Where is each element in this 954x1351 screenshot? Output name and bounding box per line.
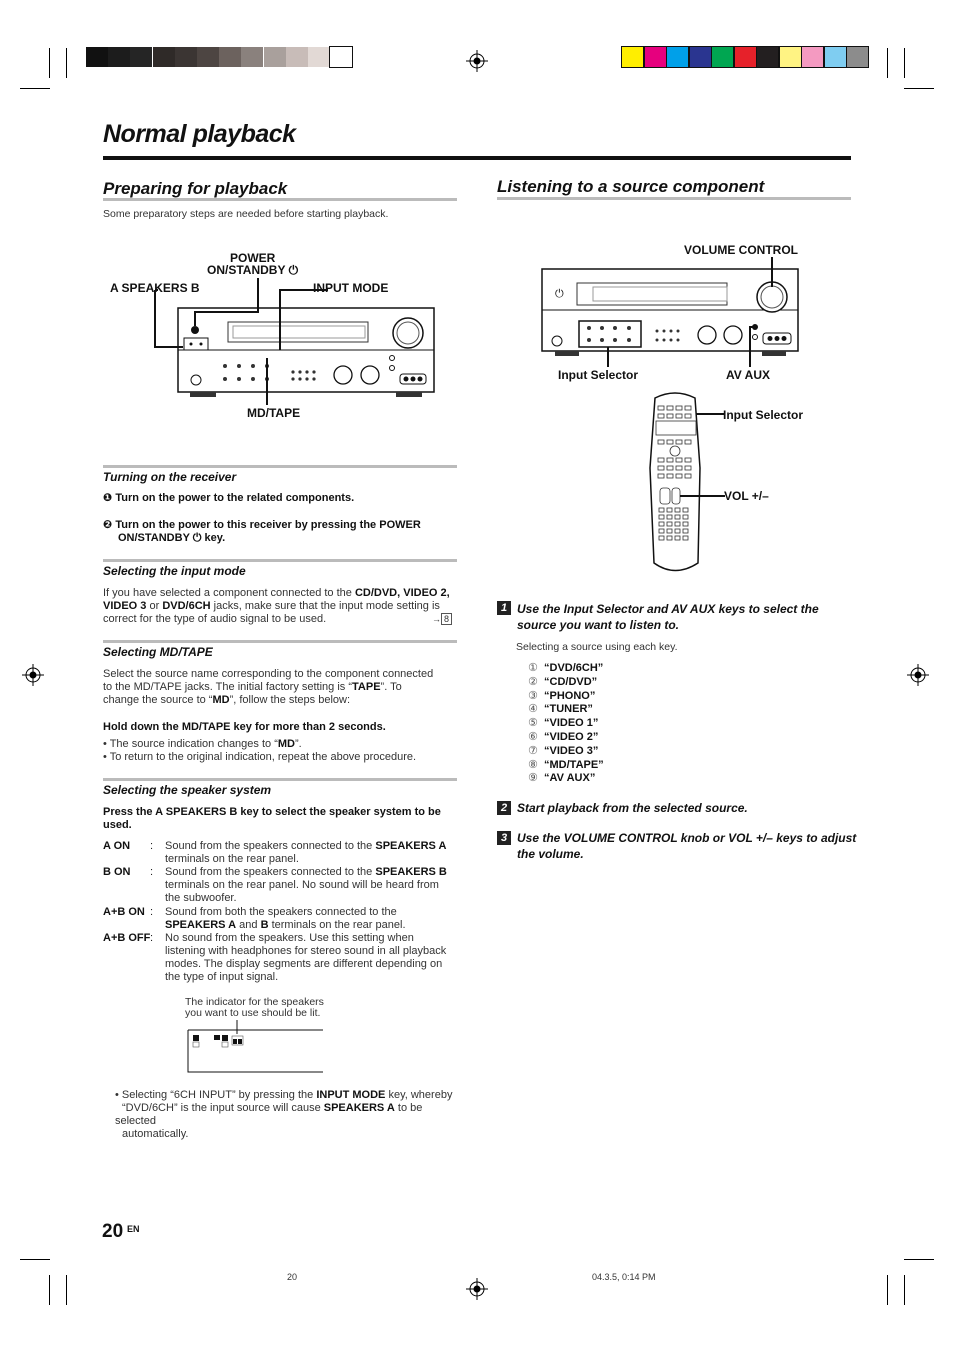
footer-timestamp: 04.3.5, 0:14 PM bbox=[592, 1272, 656, 1282]
step-2-text-a: Turn on the power to this receiver by pressing the POWER bbox=[115, 519, 421, 531]
md-tape-text bbox=[103, 668, 457, 707]
text-run: to the MD/TAPE jacks. The initial factory setting is “ bbox=[103, 681, 353, 693]
label-input-selector: Input Selector bbox=[558, 368, 639, 382]
title-rule bbox=[103, 156, 851, 160]
text-run: change the source to “ bbox=[103, 694, 213, 706]
speaker-key: A+B ON bbox=[103, 906, 145, 918]
speaker-row-b-on bbox=[103, 866, 463, 905]
text-run: Sound from the speakers connected to the bbox=[165, 866, 376, 878]
step-2-text-b: ON/STANDBY bbox=[118, 532, 190, 544]
intro-text: Some preparatory steps are needed before starting playback. bbox=[103, 208, 389, 220]
color-swatch bbox=[735, 47, 756, 67]
text-run: terminals on the rear panel. bbox=[165, 853, 299, 865]
source-index: ④ bbox=[528, 703, 538, 716]
color-swatch bbox=[690, 47, 711, 67]
registration-mark-icon bbox=[466, 50, 488, 72]
step-3-instruction bbox=[517, 830, 862, 862]
source-index: ⑦ bbox=[528, 744, 538, 757]
speaker-desc bbox=[165, 840, 463, 866]
step-1-subtext: Selecting a source using each key. bbox=[516, 641, 678, 653]
speaker-indicator-display-illustration bbox=[185, 1018, 325, 1074]
source-list-item bbox=[528, 745, 604, 759]
source-index: ⑥ bbox=[528, 730, 538, 743]
step-number-3: 3 bbox=[497, 831, 511, 845]
label-remote-input-selector: Input Selector bbox=[723, 408, 804, 422]
text-run: you want to use should be lit. bbox=[185, 1007, 321, 1019]
md-tape-hold-instruction: Hold down the MD/TAPE key for more than 2 seconds. bbox=[103, 721, 386, 733]
text-run-bold: VIDEO 3 bbox=[103, 600, 147, 612]
subsection-rule bbox=[103, 778, 457, 781]
gray-swatch bbox=[219, 47, 241, 67]
subheading-turning-on: Turning on the receiver bbox=[103, 470, 237, 484]
label-md-tape: MD/TAPE bbox=[247, 406, 301, 420]
reference-arrow-icon: → bbox=[432, 614, 441, 624]
text-run: source you want to listen to. bbox=[517, 618, 680, 632]
color-swatch bbox=[780, 47, 801, 67]
source-index: ② bbox=[528, 675, 538, 688]
source-list-item bbox=[528, 662, 604, 676]
colon: : bbox=[150, 906, 154, 918]
gray-swatch bbox=[197, 47, 219, 67]
source-name: “VIDEO 1” bbox=[544, 717, 599, 730]
text-run: Sound from the speakers connected to the bbox=[165, 840, 376, 852]
text-run: the volume. bbox=[517, 847, 584, 861]
step-1-text: Turn on the power to the related components. bbox=[115, 492, 355, 504]
step-marker-2: ❷ bbox=[103, 519, 113, 531]
color-swatch bbox=[645, 47, 666, 67]
gray-swatch bbox=[175, 47, 197, 67]
speaker-key: A+B OFF bbox=[103, 932, 151, 944]
text-run: ”. To bbox=[380, 681, 402, 693]
color-swatch bbox=[802, 47, 823, 67]
text-run-bold: DVD/6CH bbox=[162, 600, 211, 612]
source-name: “MD/TAPE” bbox=[544, 758, 604, 771]
receiver-front-panel-illustration bbox=[535, 255, 810, 370]
registration-mark-icon bbox=[22, 664, 44, 686]
text-run: • Selecting “6CH INPUT” by pressing the bbox=[115, 1089, 317, 1101]
speaker-instruction: Press the A SPEAKERS B key to select the speaker system to be used. bbox=[103, 806, 441, 831]
text-run: If you have selected a component connected to the bbox=[103, 587, 355, 599]
subheading-input-mode: Selecting the input mode bbox=[103, 564, 246, 578]
color-swatch bbox=[825, 47, 846, 67]
source-list-item bbox=[528, 772, 604, 786]
text-run-bold: MD bbox=[277, 738, 295, 750]
source-list-item bbox=[528, 690, 604, 704]
text-run: correct for the type of audio signal to be used. bbox=[103, 613, 327, 625]
speaker-row-ab-off bbox=[103, 932, 463, 984]
text-run: the subwoofer. bbox=[165, 892, 237, 904]
subsection-rule bbox=[103, 465, 457, 468]
gray-swatch bbox=[130, 47, 152, 67]
step-marker-1: ❶ bbox=[103, 492, 113, 504]
subsection-rule bbox=[103, 640, 457, 643]
subsection-rule bbox=[103, 559, 457, 562]
input-mode-text bbox=[103, 587, 457, 626]
text-run: to be selected bbox=[115, 1102, 423, 1127]
text-run: ”, follow the steps below: bbox=[229, 694, 351, 706]
text-run: No sound from the speakers. Use this setting when bbox=[165, 932, 414, 944]
text-run-bold: SPEAKERS A bbox=[323, 1102, 395, 1114]
md-tape-bullets bbox=[103, 738, 463, 764]
page-reference bbox=[432, 613, 452, 626]
text-run: and bbox=[236, 919, 261, 931]
speaker-desc bbox=[165, 932, 463, 984]
label-av-aux: AV AUX bbox=[726, 368, 771, 382]
color-swatch bbox=[847, 47, 868, 67]
text-run-bold: SPEAKERS B bbox=[375, 866, 447, 878]
source-index: ① bbox=[528, 662, 538, 674]
source-name: “TUNER” bbox=[544, 703, 593, 716]
colon: : bbox=[150, 840, 154, 852]
source-index: ③ bbox=[528, 689, 538, 702]
text-run-bold: SPEAKERS A bbox=[375, 840, 447, 852]
subheading-speaker-system: Selecting the speaker system bbox=[103, 783, 272, 797]
label-vol: VOL +/– bbox=[724, 489, 769, 503]
source-list bbox=[528, 662, 604, 786]
page-title: Normal playback bbox=[103, 120, 296, 148]
text-run: • The source indication changes to “ bbox=[103, 738, 278, 750]
source-list-item bbox=[528, 759, 604, 773]
source-name: “VIDEO 3” bbox=[544, 744, 599, 757]
indicator-note bbox=[185, 997, 324, 1019]
text-run: Use the VOLUME CONTROL knob or VOL +/– keys to adjust bbox=[517, 831, 857, 845]
power-symbol-icon: ⏻ bbox=[192, 532, 202, 544]
source-index: ⑨ bbox=[528, 772, 538, 785]
text-run-bold: INPUT MODE bbox=[316, 1089, 386, 1101]
turning-on-step-1 bbox=[103, 492, 354, 505]
text-run: Sound from both the speakers connected to the bbox=[165, 906, 397, 918]
text-run-bold: MD bbox=[212, 694, 230, 706]
text-run: The indicator for the speakers bbox=[185, 996, 324, 1008]
color-swatch bbox=[622, 47, 643, 67]
speaker-desc bbox=[165, 906, 463, 932]
registration-mark-icon bbox=[466, 1278, 488, 1300]
text-run: key, whereby bbox=[385, 1089, 453, 1101]
page-reference-number: 8 bbox=[441, 613, 452, 625]
label-a-speakers-b: A SPEAKERS B bbox=[110, 281, 200, 295]
speaker-row-ab-on bbox=[103, 906, 463, 932]
section-heading-preparing: Preparing for playback bbox=[103, 179, 288, 198]
text-run: Select the source name corresponding to the component connected bbox=[103, 668, 434, 680]
color-swatch bbox=[757, 47, 778, 67]
text-run: modes. The display segments are different depending on bbox=[165, 958, 443, 970]
source-name: “CD/DVD” bbox=[544, 675, 598, 688]
text-run: jacks, make sure that the input mode setting is bbox=[210, 600, 440, 612]
page-language: EN bbox=[127, 1224, 140, 1234]
footer-page: 20 bbox=[287, 1272, 298, 1282]
text-run-bold: B bbox=[260, 919, 269, 931]
text-run: terminals on the rear panel. No sound will be heard from bbox=[165, 879, 439, 891]
label-input-mode: INPUT MODE bbox=[313, 281, 389, 295]
power-symbol-icon: ⏻ bbox=[288, 263, 299, 277]
page-number: 20 bbox=[102, 1221, 124, 1242]
gray-swatch bbox=[153, 47, 175, 67]
source-index: ⑧ bbox=[528, 758, 538, 771]
source-name: “AV AUX” bbox=[544, 772, 596, 785]
text-run-bold: TAPE bbox=[352, 681, 381, 693]
text-run-bold: SPEAKERS A bbox=[165, 919, 237, 931]
gray-swatch bbox=[330, 47, 352, 67]
section-rule bbox=[497, 197, 851, 200]
step-number-1: 1 bbox=[497, 601, 511, 615]
speaker-key: A ON bbox=[103, 840, 131, 852]
six-ch-input-note bbox=[115, 1089, 460, 1141]
text-run: listening with headphones for stereo sound in all playback bbox=[165, 945, 447, 957]
speaker-row-a-on bbox=[103, 840, 463, 866]
source-index: ⑤ bbox=[528, 717, 538, 730]
text-run: “DVD/6CH” is the input source will cause bbox=[122, 1102, 324, 1114]
speaker-desc bbox=[165, 866, 463, 905]
colon: : bbox=[150, 932, 154, 944]
text-run: the type of input signal. bbox=[165, 971, 279, 983]
text-run: Use the Input Selector and AV AUX keys to select the bbox=[517, 602, 819, 616]
svg-text:⏻: ⏻ bbox=[555, 287, 564, 300]
text-run: terminals on the rear panel. bbox=[268, 919, 406, 931]
step-2-text-c: key. bbox=[204, 532, 226, 544]
source-list-item bbox=[528, 731, 604, 745]
receiver-front-panel-illustration bbox=[150, 270, 450, 405]
gray-swatch bbox=[241, 47, 263, 67]
source-list-item bbox=[528, 717, 604, 731]
speaker-key: B ON bbox=[103, 866, 131, 878]
source-name: “DVD/6CH” bbox=[544, 662, 604, 674]
text-run: automatically. bbox=[122, 1128, 189, 1140]
label-on-standby-text: ON/STANDBY bbox=[207, 263, 286, 277]
gray-swatch bbox=[264, 47, 286, 67]
source-name: “VIDEO 2” bbox=[544, 730, 599, 743]
label-volume-control: VOLUME CONTROL bbox=[684, 243, 798, 257]
text-run: or bbox=[146, 600, 163, 612]
color-swatch bbox=[667, 47, 688, 67]
step-number-2: 2 bbox=[497, 801, 511, 815]
color-swatch bbox=[712, 47, 733, 67]
remote-control-illustration bbox=[640, 388, 725, 574]
turning-on-step-2 bbox=[103, 519, 457, 545]
registration-mark-icon bbox=[907, 664, 929, 686]
source-list-item bbox=[528, 703, 604, 717]
section-heading-listening: Listening to a source component bbox=[497, 177, 765, 196]
source-list-item bbox=[528, 676, 604, 690]
gray-swatch bbox=[108, 47, 130, 67]
source-name: “PHONO” bbox=[544, 689, 596, 702]
colon: : bbox=[150, 866, 154, 878]
step-2-instruction: Start playback from the selected source. bbox=[517, 801, 748, 815]
gray-swatch bbox=[308, 47, 330, 67]
text-run: ”. bbox=[294, 738, 302, 750]
gray-swatch bbox=[286, 47, 308, 67]
text-run-bold: CD/DVD, VIDEO 2, bbox=[354, 587, 450, 599]
subheading-md-tape: Selecting MD/TAPE bbox=[103, 645, 213, 659]
section-rule bbox=[103, 198, 457, 201]
gray-swatch bbox=[86, 47, 108, 67]
label-power: POWER bbox=[230, 251, 276, 265]
text-run: • To return to the original indication, repeat the above procedure. bbox=[103, 751, 417, 763]
step-1-instruction bbox=[517, 601, 857, 633]
